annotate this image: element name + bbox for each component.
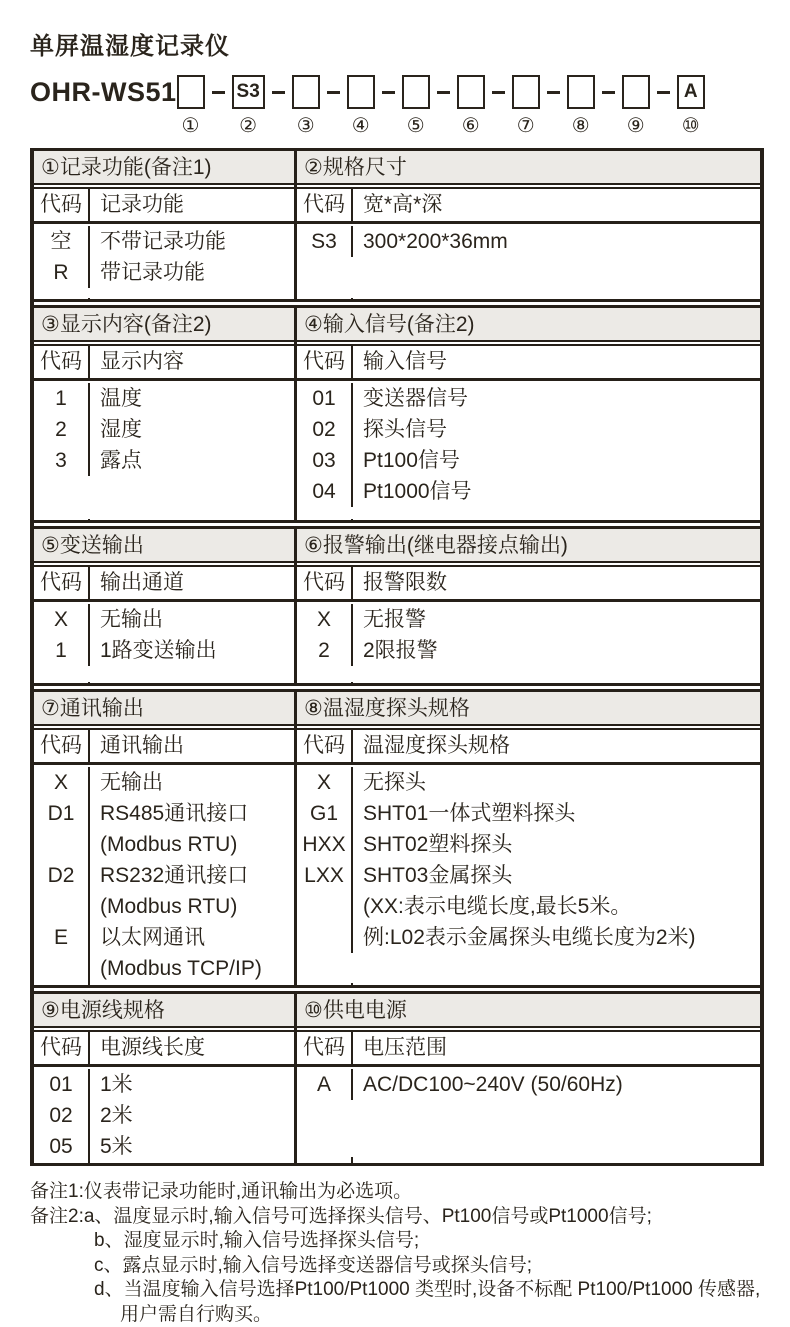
- section-left: [34, 529, 297, 683]
- row-code: [297, 891, 353, 922]
- model-position-number: ③: [297, 116, 315, 136]
- model-position-number: ⑤: [407, 116, 425, 136]
- model-code-box-empty: [512, 75, 540, 109]
- row-code: X: [34, 604, 90, 635]
- filler-value-cell: [353, 519, 760, 520]
- section-left: [34, 692, 297, 985]
- filler-code-cell: [297, 1157, 353, 1163]
- row-value: 无报警: [353, 604, 760, 635]
- row-code: 1: [34, 635, 90, 666]
- section-right: [297, 692, 760, 985]
- table-row: [297, 445, 760, 476]
- row-code: D2: [34, 860, 90, 891]
- table-row: [34, 604, 294, 635]
- row-code: 02: [34, 1100, 90, 1131]
- row-value: SHT03金属探头: [353, 860, 760, 891]
- model-code-box-empty: [177, 75, 205, 109]
- filler-value-cell: [90, 682, 294, 683]
- code-column-header: 代码: [34, 346, 90, 378]
- model-position-5: [402, 75, 430, 136]
- table-row: [34, 226, 294, 257]
- code-column-header: 代码: [297, 346, 353, 378]
- row-value: (Modbus RTU): [90, 829, 294, 860]
- row-code: R: [34, 257, 90, 288]
- spec-block-2: [34, 305, 760, 523]
- column-header-row: [297, 728, 760, 765]
- note-line: d、当温度输入信号选择Pt100/Pt1000 类型时,设备不标配 Pt100/Pt1000 传感器,: [30, 1278, 738, 1303]
- row-code: 05: [34, 1131, 90, 1162]
- table-row: [34, 860, 294, 891]
- row-value: AC/DC100~240V (50/60Hz): [353, 1069, 760, 1100]
- section-header: ①记录功能(备注1): [34, 151, 294, 185]
- column-header-row: [34, 344, 294, 381]
- row-value: 变送器信号: [353, 383, 760, 414]
- row-value: (Modbus TCP/IP): [90, 953, 294, 984]
- row-code: 02: [297, 414, 353, 445]
- table-row: [297, 635, 760, 666]
- value-column-header: 显示内容: [90, 346, 294, 378]
- row-value: 探头信号: [353, 414, 760, 445]
- row-value: 以太网通讯: [90, 922, 294, 953]
- table-row: [34, 445, 294, 476]
- model-dash: [212, 75, 225, 109]
- model-position-8: [567, 75, 595, 136]
- table-row: [34, 257, 294, 288]
- section-rows: [34, 1067, 294, 1157]
- model-code-box-filled: S3: [232, 75, 265, 109]
- table-row: [297, 476, 760, 507]
- page-title: 单屏温湿度记录仪: [30, 26, 738, 61]
- filler-value-cell: [90, 298, 294, 299]
- table-row: [34, 414, 294, 445]
- column-divider-filler: [297, 298, 760, 299]
- model-code-box-empty: [457, 75, 485, 109]
- section-header: ⑦通讯输出: [34, 692, 294, 726]
- row-value: 5米: [90, 1131, 294, 1162]
- row-code: S3: [297, 226, 353, 257]
- column-header-row: [297, 565, 760, 602]
- filler-code-cell: [34, 298, 90, 299]
- model-dash: [602, 75, 615, 109]
- table-row: [297, 798, 760, 829]
- filler-value-cell: [90, 983, 294, 985]
- row-value: 无输出: [90, 767, 294, 798]
- table-row: [297, 414, 760, 445]
- row-value: Pt1000信号: [353, 476, 760, 507]
- section-rows: [34, 602, 294, 682]
- spec-block-3: [34, 526, 760, 686]
- column-divider-filler: [34, 1157, 294, 1163]
- table-row: [34, 953, 294, 984]
- model-position-3: [292, 75, 320, 136]
- model-code-box-filled: A: [677, 75, 705, 109]
- column-header-row: [297, 1030, 760, 1067]
- model-position-number: ⑦: [517, 116, 535, 136]
- row-value: 不带记录功能: [90, 226, 294, 257]
- section-header: ③显示内容(备注2): [34, 308, 294, 342]
- code-column-header: 代码: [34, 189, 90, 221]
- model-position-number: ①: [182, 116, 200, 136]
- section-rows: [297, 224, 760, 298]
- filler-value-cell: [353, 1157, 760, 1163]
- code-column-header: 代码: [297, 567, 353, 599]
- filler-code-cell: [297, 298, 353, 299]
- table-row: [297, 604, 760, 635]
- section-right: [297, 994, 760, 1163]
- row-code: [297, 922, 353, 953]
- filler-value-cell: [353, 983, 760, 985]
- value-column-header: 电压范围: [353, 1032, 760, 1064]
- section-header: ⑧温湿度探头规格: [297, 692, 760, 726]
- model-code-box-empty: [292, 75, 320, 109]
- row-code: [34, 891, 90, 922]
- table-row: [34, 922, 294, 953]
- row-code: LXX: [297, 860, 353, 891]
- row-value: 湿度: [90, 414, 294, 445]
- row-value: 例:L02表示金属探头电缆长度为2米): [353, 922, 760, 953]
- code-column-header: 代码: [34, 730, 90, 762]
- note-line: b、湿度显示时,输入信号选择探头信号;: [30, 1229, 738, 1254]
- section-header: ④输入信号(备注2): [297, 308, 760, 342]
- note-line: 用户需自行购买。: [30, 1303, 738, 1327]
- filler-code-cell: [297, 519, 353, 520]
- row-value: 无探头: [353, 767, 760, 798]
- value-column-header: 温湿度探头规格: [353, 730, 760, 762]
- model-position-number: ⑨: [627, 116, 645, 136]
- filler-code-cell: [297, 983, 353, 985]
- code-column-header: 代码: [297, 1032, 353, 1064]
- table-row: [297, 767, 760, 798]
- table-row: [34, 635, 294, 666]
- note-line: 备注1:仪表带记录功能时,通讯输出为必选项。: [30, 1180, 738, 1205]
- section-header: ②规格尺寸: [297, 151, 760, 185]
- value-column-header: 记录功能: [90, 189, 294, 221]
- column-divider-filler: [297, 983, 760, 985]
- model-position-10: [677, 75, 705, 136]
- row-code: [34, 953, 90, 984]
- section-header: ⑩供电电源: [297, 994, 760, 1028]
- value-column-header: 宽*高*深: [353, 189, 760, 221]
- table-row: [34, 829, 294, 860]
- code-column-header: 代码: [297, 189, 353, 221]
- table-row: [34, 383, 294, 414]
- row-code: G1: [297, 798, 353, 829]
- model-dash: [272, 75, 285, 109]
- model-position-number: ⑧: [572, 116, 590, 136]
- table-row: [34, 891, 294, 922]
- row-value: 露点: [90, 445, 294, 476]
- model-prefix: OHR-WS51: [30, 75, 177, 109]
- value-column-header: 输入信号: [353, 346, 760, 378]
- value-column-header: 通讯输出: [90, 730, 294, 762]
- table-row: [34, 798, 294, 829]
- column-header-row: [34, 1030, 294, 1067]
- column-divider-filler: [34, 519, 294, 520]
- code-column-header: 代码: [34, 1032, 90, 1064]
- spec-block-1: [34, 148, 760, 302]
- model-position-6: [457, 75, 485, 136]
- filler-code-cell: [34, 1157, 90, 1163]
- section-rows: [34, 224, 294, 298]
- section-right: [297, 529, 760, 683]
- table-row: [297, 922, 760, 953]
- section-rows: [297, 381, 760, 519]
- filler-code-cell: [34, 519, 90, 520]
- section-rows: [297, 765, 760, 983]
- row-code: 空: [34, 226, 90, 257]
- section-rows: [34, 381, 294, 519]
- model-position-number: ②: [239, 116, 257, 136]
- column-header-row: [34, 728, 294, 765]
- model-positions: [177, 75, 705, 136]
- filler-code-cell: [34, 983, 90, 985]
- model-position-2: [232, 75, 265, 136]
- row-code: 03: [297, 445, 353, 476]
- model-dash: [437, 75, 450, 109]
- model-position-9: [622, 75, 650, 136]
- table-row: [34, 767, 294, 798]
- code-column-header: 代码: [297, 730, 353, 762]
- row-code: 04: [297, 476, 353, 507]
- table-row: [34, 1100, 294, 1131]
- row-value: RS485通讯接口: [90, 798, 294, 829]
- section-right: [297, 308, 760, 520]
- row-value: 1路变送输出: [90, 635, 294, 666]
- table-row: [297, 1069, 760, 1100]
- code-column-header: 代码: [34, 567, 90, 599]
- model-position-4: [347, 75, 375, 136]
- row-code: X: [297, 767, 353, 798]
- column-header-row: [297, 344, 760, 381]
- section-rows: [34, 765, 294, 983]
- column-divider-filler: [297, 1157, 760, 1163]
- column-header-row: [34, 565, 294, 602]
- note-line: c、露点显示时,输入信号选择变送器信号或探头信号;: [30, 1254, 738, 1279]
- model-code-box-empty: [347, 75, 375, 109]
- column-divider-filler: [34, 298, 294, 299]
- model-dash: [492, 75, 505, 109]
- model-code-box-empty: [622, 75, 650, 109]
- row-code: [34, 829, 90, 860]
- row-value: 1米: [90, 1069, 294, 1100]
- row-code: 2: [297, 635, 353, 666]
- value-column-header: 输出通道: [90, 567, 294, 599]
- model-dash: [382, 75, 395, 109]
- model-position-number: ④: [352, 116, 370, 136]
- row-code: 1: [34, 383, 90, 414]
- filler-code-cell: [34, 682, 90, 683]
- spec-table: [30, 148, 764, 1166]
- model-code-box-empty: [567, 75, 595, 109]
- section-header: ⑤变送输出: [34, 529, 294, 563]
- table-row: [297, 829, 760, 860]
- spec-block-4: [34, 689, 760, 988]
- section-left: [34, 151, 297, 299]
- column-divider-filler: [34, 682, 294, 683]
- model-position-number: ⑩: [682, 116, 700, 136]
- row-value: 2米: [90, 1100, 294, 1131]
- column-divider-filler: [297, 682, 760, 683]
- row-value: SHT01一体式塑料探头: [353, 798, 760, 829]
- model-position-7: [512, 75, 540, 136]
- row-code: 2: [34, 414, 90, 445]
- row-value: SHT02塑料探头: [353, 829, 760, 860]
- filler-value-cell: [90, 1157, 294, 1163]
- note-line: 备注2:a、温度显示时,输入信号可选择探头信号、Pt100信号或Pt1000信号;: [30, 1205, 738, 1230]
- filler-value-cell: [353, 682, 760, 683]
- section-right: [297, 151, 760, 299]
- row-value: 温度: [90, 383, 294, 414]
- column-divider-filler: [297, 519, 760, 520]
- table-row: [297, 226, 760, 257]
- model-dash: [657, 75, 670, 109]
- column-header-row: [297, 187, 760, 224]
- spec-block-5: [34, 991, 760, 1166]
- row-value: 300*200*36mm: [353, 226, 760, 257]
- model-position-1: [177, 75, 205, 136]
- column-divider-filler: [34, 983, 294, 985]
- row-value: 无输出: [90, 604, 294, 635]
- section-left: [34, 994, 297, 1163]
- value-column-header: 报警限数: [353, 567, 760, 599]
- row-value: 2限报警: [353, 635, 760, 666]
- section-header: ⑨电源线规格: [34, 994, 294, 1028]
- model-position-number: ⑥: [462, 116, 480, 136]
- table-row: [297, 383, 760, 414]
- row-code: HXX: [297, 829, 353, 860]
- row-value: Pt100信号: [353, 445, 760, 476]
- model-code-line: [30, 75, 738, 136]
- table-row: [297, 891, 760, 922]
- filler-value-cell: [353, 298, 760, 299]
- row-value: (Modbus RTU): [90, 891, 294, 922]
- row-code: A: [297, 1069, 353, 1100]
- section-left: [34, 308, 297, 520]
- row-code: E: [34, 922, 90, 953]
- value-column-header: 电源线长度: [90, 1032, 294, 1064]
- section-header: ⑥报警输出(继电器接点输出): [297, 529, 760, 563]
- table-row: [34, 1069, 294, 1100]
- table-row: [297, 860, 760, 891]
- row-code: D1: [34, 798, 90, 829]
- filler-code-cell: [297, 682, 353, 683]
- section-rows: [297, 1067, 760, 1157]
- row-code: 3: [34, 445, 90, 476]
- column-header-row: [34, 187, 294, 224]
- filler-value-cell: [90, 519, 294, 520]
- section-rows: [297, 602, 760, 682]
- notes: [30, 1180, 738, 1327]
- model-dash: [327, 75, 340, 109]
- row-code: X: [297, 604, 353, 635]
- model-dash: [547, 75, 560, 109]
- model-code-box-empty: [402, 75, 430, 109]
- row-code: 01: [297, 383, 353, 414]
- row-code: 01: [34, 1069, 90, 1100]
- row-value: RS232通讯接口: [90, 860, 294, 891]
- row-value: 带记录功能: [90, 257, 294, 288]
- row-code: X: [34, 767, 90, 798]
- row-value: (XX:表示电缆长度,最长5米。: [353, 891, 760, 922]
